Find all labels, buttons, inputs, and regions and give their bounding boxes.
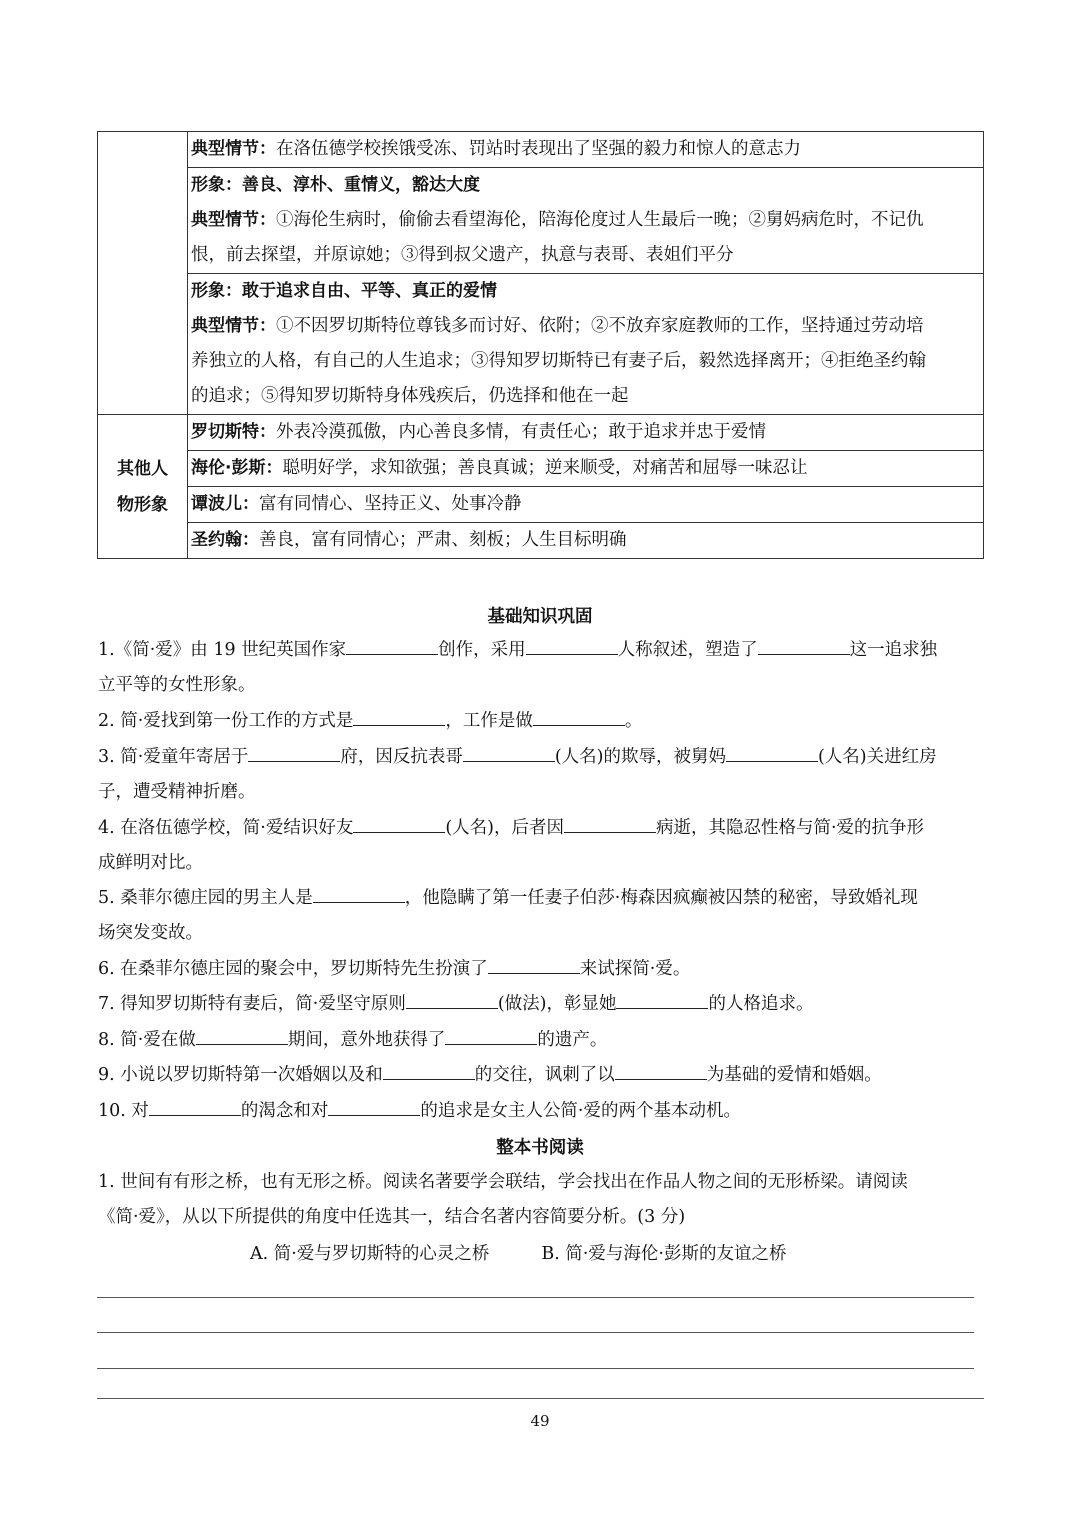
answer-line[interactable] — [97, 1332, 974, 1333]
character-name: 谭波儿： — [191, 494, 259, 514]
question-4: 4. 在洛伍德学校，简·爱结识好友 (人名)，后者因 病逝，其隐忍性格与简·爱的抗争形 成鲜明对比。 — [98, 811, 984, 881]
table-cell — [188, 168, 984, 274]
cell-text: 恨，前去探望，并原谅她；③得到叔父遗产，执意与表哥、表姐们平分 — [191, 245, 734, 265]
cell-label: 形象： — [191, 175, 242, 195]
table-cell — [188, 487, 984, 523]
table-row — [98, 415, 984, 451]
character-desc: 外表冷漠孤傲，内心善良多情，有责任心；敢于追求并忠于爱情 — [276, 422, 766, 442]
fill-blank[interactable] — [149, 1095, 241, 1116]
page-number: 49 — [530, 1412, 550, 1430]
cell-text: ①海伦生病时，偷偷去看望海伦，陪海伦度过人生最后一晚；②舅妈病危时，不记仇 — [276, 210, 924, 230]
section-title-whole-book: 整本书阅读 — [496, 1138, 584, 1158]
fill-blank[interactable] — [564, 812, 656, 833]
fill-blank[interactable] — [616, 988, 708, 1009]
table-cell — [188, 274, 984, 415]
fill-blank[interactable] — [383, 1059, 475, 1080]
table-row — [98, 168, 984, 274]
question-9: 9. 小说以罗切斯特第一次婚姻以及和 的交往，讽刺了以 为基础的爱情和婚姻。 — [98, 1058, 984, 1093]
cell-label: 典型情节： — [191, 316, 276, 336]
character-desc: 聪明好学，求知欲强；善良真诚；逆来顺受，对痛苦和屈辱一味忍让 — [282, 458, 808, 478]
cell-text: 敢于追求自由、平等、真正的爱情 — [242, 281, 497, 301]
table-cell — [188, 523, 984, 559]
table-row — [98, 274, 984, 415]
reading-question-1: 1. 世间有有形之桥，也有无形之桥。阅读名著要学会联结，学会找出在作品人物之间的无形桥梁。请阅读 《简·爱》，从以下所提供的角度中任选其一，结合名著内容简要分析。(3 分) — [98, 1172, 908, 1227]
cell-text: 养独立的人格，有自己的人生追求；③得知罗切斯特已有妻子后，毅然选择离开；④拒绝圣约翰 — [191, 351, 926, 371]
fill-blank[interactable] — [615, 1059, 707, 1080]
fill-blank[interactable] — [196, 1024, 288, 1045]
fill-blank[interactable] — [346, 634, 438, 655]
answer-options — [250, 1237, 838, 1272]
cell-label: 典型情节： — [191, 210, 276, 230]
fill-blank[interactable] — [445, 1024, 537, 1045]
question-3: 3. 简·爱童年寄居于 府，因反抗表哥 (人名)的欺辱，被舅妈 (人名)关进红房 子，遭受精神折磨。 — [98, 740, 984, 810]
option-a: A. 简·爱与罗切斯特的心灵之桥 — [250, 1244, 490, 1264]
fill-blank[interactable] — [463, 741, 555, 762]
fill-blank[interactable] — [758, 634, 850, 655]
question-5: 5. 桑菲尔德庄园的男主人是 ，他隐瞒了第一任妻子伯莎·梅森因疯癫被囚禁的秘密，导致婚礼现 场突发变故。 — [98, 881, 984, 951]
question-6: 6. 在桑菲尔德庄园的聚会中，罗切斯特先生扮演了 来试探简·爱。 — [98, 952, 984, 987]
fill-blank[interactable] — [353, 812, 445, 833]
question-7: 7. 得知罗切斯特有妻后，简·爱坚守原则 (做法)，彰显她 的人格追求。 — [98, 987, 984, 1022]
table-cell — [188, 451, 984, 487]
answer-line[interactable] — [97, 1398, 984, 1399]
fill-blank[interactable] — [726, 741, 818, 762]
fill-blank[interactable] — [328, 1095, 420, 1116]
table-row — [98, 132, 984, 168]
character-name: 海伦·彭斯： — [191, 458, 283, 478]
cell-label: 形象： — [191, 281, 242, 301]
fill-blank[interactable] — [313, 882, 405, 903]
question-8: 8. 简·爱在做 期间，意外地获得了 的遗产。 — [98, 1023, 984, 1058]
question-2: 2. 简·爱找到第一份工作的方式是 ，工作是做 。 — [98, 704, 984, 739]
character-name: 罗切斯特： — [191, 422, 276, 442]
fill-blank[interactable] — [248, 741, 340, 762]
answer-line[interactable] — [97, 1297, 974, 1298]
character-notes-table — [97, 131, 984, 559]
cell-text: 在洛伍德学校挨饿受冻、罚站时表现出了坚强的毅力和惊人的意志力 — [276, 139, 801, 159]
empty-label-cell — [98, 132, 188, 415]
section-title-basics: 基础知识巩固 — [487, 607, 593, 627]
character-desc: 善良，富有同情心；严肃、刻板；人生目标明确 — [259, 530, 627, 550]
answer-line[interactable] — [97, 1368, 974, 1369]
character-desc: 富有同情心、坚持正义、处事冷静 — [259, 494, 522, 514]
question-10: 10. 对 的渴念和对 的追求是女主人公简·爱的两个基本动机。 — [98, 1094, 984, 1129]
character-name: 圣约翰： — [191, 530, 259, 550]
question-1: 1.《简·爱》由 19 世纪英国作家 创作，采用 人称叙述，塑造了 这一追求独 立平等的女性形象。 — [98, 633, 984, 703]
cell-text: 的追求；⑤得知罗切斯特身体残疾后，仍选择和他在一起 — [191, 386, 629, 406]
fill-blank[interactable] — [526, 634, 618, 655]
fill-blank[interactable] — [533, 705, 625, 726]
fill-blank[interactable] — [406, 988, 498, 1009]
table-row — [98, 451, 984, 487]
cell-text: ①不因罗切斯特位尊钱多而讨好、依附；②不放弃家庭教师的工作，坚持通过劳动培 — [276, 316, 924, 336]
fill-blank[interactable] — [353, 705, 445, 726]
other-characters-label: 其他人 物形象 — [98, 415, 188, 559]
cell-label: 典型情节： — [191, 139, 276, 159]
option-b: B. 简·爱与海伦·彭斯的友谊之桥 — [541, 1244, 787, 1264]
fill-blank[interactable] — [488, 953, 580, 974]
cell-text: 善良、淳朴、重情义，豁达大度 — [242, 175, 480, 195]
table-row — [98, 487, 984, 523]
table-cell — [188, 132, 984, 168]
table-cell — [188, 415, 984, 451]
table-row — [98, 523, 984, 559]
